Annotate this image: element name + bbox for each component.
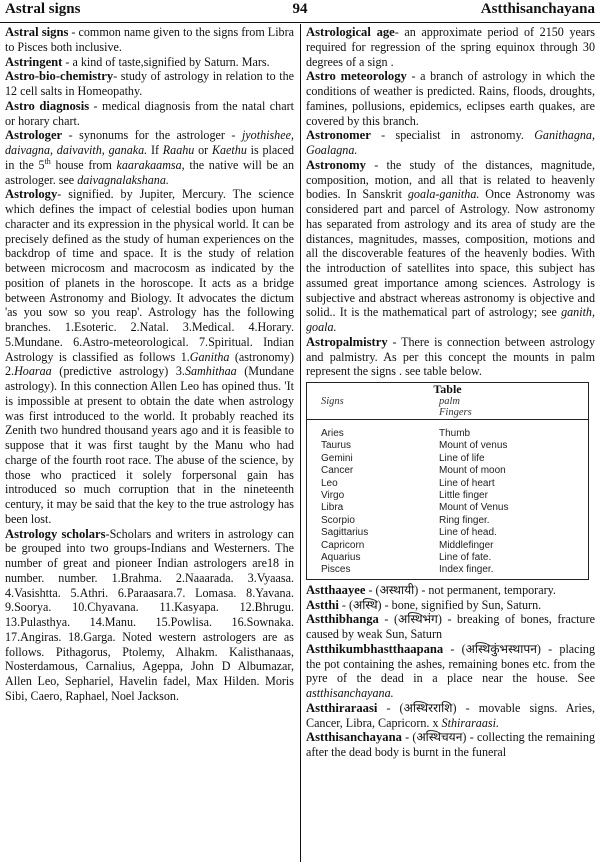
superscript: th bbox=[44, 156, 51, 166]
table-cell-sign: Leo bbox=[321, 477, 338, 489]
entry-text: - the study of the distances, magnitude, composition, motion, and all that is related to heavenly bodies. In Sanskrit bbox=[306, 157, 595, 202]
entry-text: (astronomy) 2. bbox=[5, 349, 294, 379]
table-cell-sign: Taurus bbox=[321, 440, 352, 452]
table-row bbox=[307, 540, 588, 552]
entry-text: - medical diagnosis from the natal chart or horary chart. bbox=[5, 98, 294, 128]
entry-astringent bbox=[5, 55, 294, 70]
table-cell-palm: Line of head. bbox=[439, 527, 497, 539]
table-header-signs: Signs bbox=[321, 396, 344, 407]
table-cell-palm: Thumb bbox=[439, 428, 471, 439]
entry-term: Astringent bbox=[5, 54, 63, 69]
table-cell-sign: Capricorn bbox=[321, 539, 365, 551]
table-row bbox=[307, 453, 588, 465]
table-cell-palm: Little finger bbox=[439, 490, 488, 502]
entry-astropalmistry bbox=[306, 335, 595, 379]
table-row bbox=[307, 515, 588, 527]
entry-term: Astronomer bbox=[306, 128, 371, 143]
entry-term: Astropalmistry bbox=[306, 334, 388, 349]
entry-text: - There is connection between astrology and palmistry. As per this concept the mounts in palm represent the signs . see table below. bbox=[306, 334, 595, 379]
entry-text: - study of astrology in relation to the 12 cell salts in Homeopathy. bbox=[5, 69, 294, 98]
entry-term: Astthibhanga bbox=[306, 612, 379, 627]
table-header-palm: palm bbox=[439, 396, 460, 407]
entry-text: (Mundane astrology). In this connection Allen Leo has opined thus. 'It is impossible at present to obtain the date when astrology was first introduced to the world. It probably reached its Zenith two hundred thousand years ago and it is feasible to suppose that it was first taught by the Manu who had charge of the fourth root race. The abuse of the science, by those who practiced it solely forpersonal gain has introduced so much corruption that in the nineteenth century, it may be said that the key to the true astrology has been lost. bbox=[5, 364, 294, 526]
table-cell-palm: Mount of venus bbox=[439, 440, 508, 452]
table-cell-sign: Cancer bbox=[321, 465, 354, 477]
entry-astrology-scholars bbox=[5, 527, 294, 704]
entry-italic: astthisanchayana. bbox=[306, 686, 394, 701]
table-row bbox=[307, 428, 588, 440]
entry-text: Once Astronomy was considered part and parcel of Astrology. Now astronomy has separated from astrology and its area of study are the distances, magnitudes, masses, composition, motions and all the discoverable features of the heavenly bodies. With the introduction of satellites into space, this subject has assumed great importance among sciences. Astrology is subjective and abstract whereas astronomy is objective and solid.. It is the mathematical part of astrology; see bbox=[306, 187, 595, 320]
table-body bbox=[307, 428, 588, 577]
entry-term: Astro meteorology bbox=[306, 69, 407, 84]
entry-term: Astrology scholars bbox=[5, 526, 106, 541]
entry-italic: Ganithagna, Goalagna. bbox=[306, 128, 595, 157]
header-right-guideword: Astthisanchayana bbox=[480, 1, 595, 17]
entry-text: - (अस्थिकुंभस्थापन) - placing the pot containing the ashes, remaining bones etc. from the pyre of the dead in a place near the house. See bbox=[306, 641, 595, 686]
entry-term: Astral signs bbox=[5, 25, 69, 39]
page-number: 94 bbox=[292, 1, 308, 17]
entry-term: Astro diagnosis bbox=[5, 98, 90, 113]
table-cell-palm: Line of life bbox=[439, 452, 485, 464]
entry-text: - a kind of taste,signified by Saturn. Mars. bbox=[62, 54, 270, 69]
table-title: Table bbox=[433, 382, 462, 396]
entry-text: - synonums for the astrologer - bbox=[62, 128, 242, 143]
table-row bbox=[307, 502, 588, 514]
entry-astthibhanga bbox=[306, 612, 595, 642]
table-header-row bbox=[307, 396, 588, 407]
entry-term: Astthikumbhastthaapana bbox=[306, 641, 444, 656]
entry-italic: goala-ganitha. bbox=[407, 187, 480, 202]
entry-italic: Ganitha bbox=[189, 349, 230, 364]
table-cell-palm: Mount of moon bbox=[439, 465, 506, 477]
table-cell-sign: Gemini bbox=[321, 452, 353, 464]
entry-text: - signified. by Jupiter, Mercury. The science which defines the impact of celestial bodies upon human character and its expression in the physical world. It can be precisely defined as the study of human experiences on the backdrop of time and space. It is the study of relation between microcosm and macrocosm as indicated by the position of planets in the horoscope. It acts as a bridge between Astronomy and Biology. It advocates the dictum 'as you sow so you reap'. Astrology has the following branches. 1.Esoteric. 2.Natal. 3.Medical. 4.Horary. 5.Mundane. 6.Astro-meteorological. 7.Spiritual. Indian Astrology is classified as follows 1. bbox=[5, 187, 294, 364]
page-header bbox=[0, 0, 600, 23]
entry-italic: Sthiraraasi. bbox=[441, 715, 499, 730]
entry-text: (predictive astrology) 3. bbox=[51, 364, 185, 379]
entry-astro-bio-chemistry bbox=[5, 69, 294, 99]
entry-italic: jyothishee, daivagna, daivavith, ganaka. bbox=[5, 128, 294, 157]
entry-astrology bbox=[5, 187, 294, 526]
table-row bbox=[307, 564, 588, 576]
entry-text: - (अस्थिभंग) - breaking of bones, fracture caused by weak Sun, Saturn bbox=[306, 612, 595, 642]
entry-term: Astronomy bbox=[306, 157, 366, 172]
entry-text: or bbox=[194, 143, 212, 157]
table-row bbox=[307, 465, 588, 477]
entry-text: - a branch of astrology in which the conditions of weather is predicted. Rains, floods, droughts, famines, pollusions, epidemics, eclipses earth quakes, are covered by this branch. bbox=[306, 69, 595, 128]
table-cell-sign: Aries bbox=[321, 428, 344, 439]
table-cell-sign: Pisces bbox=[321, 564, 351, 576]
table-cell-sign: Sagittarius bbox=[321, 527, 369, 539]
entry-astro-diagnosis bbox=[5, 99, 294, 129]
entry-text: -Scholars and writers in astrology can be grouped into two groups-Indians and Westerners. The number of great and pioneer Indian astrologers are18 in number. number. 1.Brahma. 2.Naaarada. 3.Vyaasa. 4.Vasishtta. 5.Athri. 6.Paraasara.7. Lomasa. 8.Yavana. 9.Soorya. 10.Chyavana. 11.Kasyapa. 12.Bhrugu. 13.Pulasthya. 14.Manu. 15.Powlisa. 16.Sownaka. 17.Angiras. 18.Garga. Noted western astrologers are as follows. Pithagorus, Ptolemy, Alhakm. Kalisthanaas, Nosterdamous, Carnalius, Ageppa, John D Albumazar, Allen Leo, Sephariel, Havelin fadel, Max Hilden. Moris Sibi, Caero, Raphael, Noel Jackson. bbox=[5, 526, 294, 703]
entry-text: - specialist in astronomy. bbox=[370, 128, 535, 143]
entry-astral-signs bbox=[5, 25, 294, 55]
entry-text: - common name given to the signs from Libra to Pisces both inclusive. bbox=[5, 25, 294, 54]
entry-astronomer bbox=[306, 128, 595, 158]
entry-italic: kaarakaamsa, bbox=[116, 157, 185, 172]
entry-text: - (अस्थि) - bone, signified by Sun, Saturn. bbox=[338, 597, 542, 612]
right-column bbox=[306, 25, 595, 863]
entry-term: Astrology bbox=[5, 187, 58, 202]
left-column bbox=[5, 25, 294, 863]
header-left-guideword: Astral signs bbox=[5, 1, 81, 17]
table-cell-palm: Index finger. bbox=[439, 564, 494, 576]
table-cell-palm: Middlefinger bbox=[439, 539, 494, 551]
entry-italic: Kaethu bbox=[211, 143, 247, 157]
entry-astthikumbhastthaapana bbox=[306, 642, 595, 701]
entry-term: Astthisanchayana bbox=[306, 730, 402, 745]
table-cell-palm: Line of fate. bbox=[439, 552, 492, 564]
entry-term: Astthaayee bbox=[306, 582, 366, 597]
table-row bbox=[307, 478, 588, 490]
entry-astrological-age bbox=[306, 25, 595, 69]
entry-astthi bbox=[306, 598, 595, 613]
table-row bbox=[307, 490, 588, 502]
table-cell-sign: Virgo bbox=[321, 490, 345, 502]
entry-astrologer bbox=[5, 128, 294, 187]
entry-italic: Samhithaa bbox=[184, 364, 237, 379]
entry-astronomy bbox=[306, 158, 595, 335]
table-header-fingers: Fingers bbox=[307, 407, 588, 420]
entry-term: Astthiraraasi bbox=[306, 700, 378, 715]
table-cell-sign: Aquarius bbox=[321, 552, 361, 564]
entry-astthaayee bbox=[306, 583, 595, 598]
entry-text: If bbox=[147, 143, 163, 157]
entry-term: Astro-bio-chemistry bbox=[5, 69, 114, 84]
entry-astro-meteorology bbox=[306, 69, 595, 128]
entry-text: - (अस्थिरराशि) - movable signs. Aries, Cancer, Libra, Capricorn. x bbox=[306, 700, 595, 730]
entry-term: Astthi bbox=[306, 597, 339, 612]
entry-text: - (अस्थिचयन) - collecting the remaining after the dead body is burnt in the funeral bbox=[306, 730, 595, 760]
entry-text: - an approximate period of 2150 years required for regression of the spring equinox through 30 degrees of a sign . bbox=[306, 25, 595, 69]
table-row bbox=[307, 527, 588, 539]
table-cell-sign: Scorpio bbox=[321, 514, 355, 526]
column-divider bbox=[300, 24, 301, 862]
table-cell-palm: Ring finger. bbox=[439, 514, 490, 526]
table-cell-sign: Libra bbox=[321, 502, 344, 514]
table-cell-palm: Line of heart bbox=[439, 477, 495, 489]
entry-italic: Raahu bbox=[162, 143, 195, 157]
table-cell-palm: Mount of Venus bbox=[439, 502, 509, 514]
table-row bbox=[307, 552, 588, 564]
entry-text: is placed in the 5 bbox=[5, 143, 294, 172]
entry-astthiraraasi bbox=[306, 701, 595, 731]
entry-text: - (अस्थायी) - not permanent, temporary. bbox=[365, 582, 556, 597]
entry-astthisanchayana bbox=[306, 730, 595, 760]
entry-italic: daivagnalakshana. bbox=[77, 172, 169, 187]
entry-text: house from bbox=[50, 157, 117, 172]
entry-term: Astrological age bbox=[306, 25, 395, 39]
entry-term: Astrologer bbox=[5, 128, 63, 143]
entry-italic: Hoaraa bbox=[14, 364, 52, 379]
table-row bbox=[307, 440, 588, 452]
palmistry-table bbox=[306, 382, 589, 580]
entry-text: the native will be an astrologer. see bbox=[5, 157, 294, 187]
entry-italic: ganith, goala. bbox=[306, 305, 595, 334]
